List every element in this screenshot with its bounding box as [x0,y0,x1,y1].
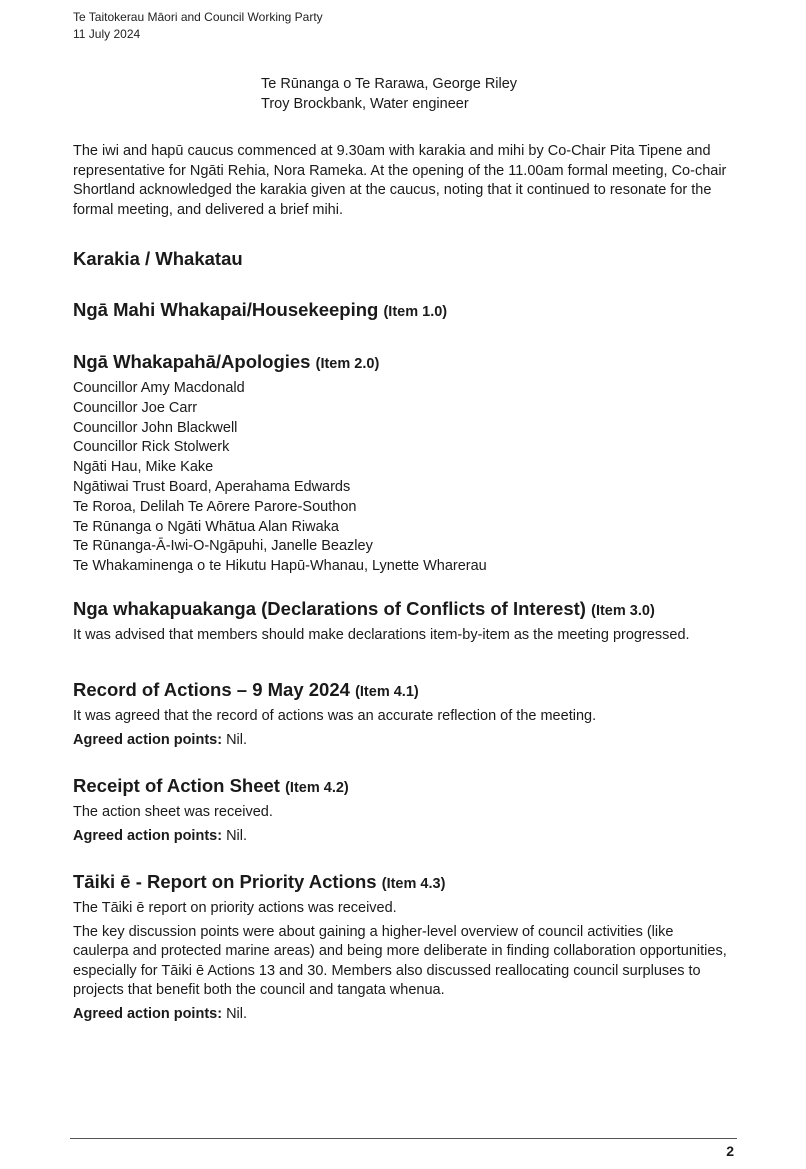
declarations-text: It was advised that members should make declarations item-by-item as the meeting progressed. [73,626,690,643]
apologies-title: Ngā Whakapahā/Apologies [73,351,311,372]
taiki-item: (Item 4.3) [381,876,446,893]
taiki-action-points [73,1005,733,1025]
action-points-value: Nil. [222,1005,248,1022]
meeting-name: Te Taitokerau Māori and Council Working Party [73,10,323,24]
receipt-heading [73,774,733,800]
list-item: Councillor Amy Macdonald [73,380,245,396]
apologies-list [73,379,733,577]
record-heading [73,678,733,704]
receipt-text: The action sheet was received. [73,804,273,821]
apologies-heading [73,350,733,376]
apologies-item: (Item 2.0) [315,356,380,372]
attendee-list [261,74,517,114]
attendee: Troy Brockbank, Water engineer [261,96,469,112]
receipt-title: Receipt of Action Sheet [73,775,280,797]
page-number: 2 [726,1143,734,1159]
action-points-label: Agreed action points: [73,827,223,844]
minutes-body [73,142,733,1024]
housekeeping-title: Ngā Mahi Whakapai/Housekeeping [73,299,379,320]
list-item: Te Roroa, Delilah Te Aōrere Parore-Southon [73,498,357,515]
list-item: Councillor Rick Stolwerk [73,439,230,456]
list-item: Councillor Joe Carr [73,399,198,416]
meeting-date: 11 July 2024 [73,27,141,41]
list-item: Ngātiwai Trust Board, Aperahama Edwards [73,478,351,495]
action-points-label: Agreed action points: [73,1005,223,1022]
attendee: Te Rūnanga o Te Rarawa, George Riley [261,76,518,92]
taiki-heading [73,870,733,896]
list-item: Councillor John Blackwell [73,419,238,436]
karakia-heading [73,247,733,271]
footer-divider [70,1138,737,1139]
record-action-points [73,731,733,751]
list-item: Ngāti Hau, Mike Kake [73,459,214,476]
receipt-item: (Item 4.2) [285,780,349,797]
declarations-heading [73,597,733,623]
page-header [73,9,323,43]
taiki-text-discussion: The key discussion points were about gaining a higher-level overview of council activities (like caulerpa and protected marine areas) and being more deliberate in finding collaboration opportunities, especially for Tāiki ē Actions 13 and 30. Members also discussed reallocating council surpluses to projects that benefit both the council and tangata whenua. [73,923,727,999]
taiki-title: Tāiki ē - Report on Priority Actions [73,871,377,893]
action-points-value: Nil. [222,731,248,748]
record-item: (Item 4.1) [355,684,419,701]
action-points-value: Nil. [222,827,248,844]
declarations-item: (Item 3.0) [591,602,655,619]
list-item: Te Whakaminenga o te Hikutu Hapū-Whanau, Lynette Wharerau [73,558,487,575]
housekeeping-item: (Item 1.0) [383,304,448,320]
karakia-title: Karakia / Whakatau [73,248,243,269]
receipt-action-points [73,827,733,847]
action-points-label: Agreed action points: [73,731,223,748]
housekeeping-heading [73,298,733,324]
list-item: Te Rūnanga o Ngāti Whātua Alan Riwaka [73,518,339,535]
list-item: Te Rūnanga-Ā-Iwi-O-Ngāpuhi, Janelle Beazley [73,538,373,555]
declarations-title: Nga whakapuakanga (Declarations of Conflicts of Interest) [73,597,586,619]
taiki-text-received: The Tāiki ē report on priority actions was received. [73,900,397,917]
record-text: It was agreed that the record of actions was an accurate reflection of the meeting. [73,708,597,725]
record-title: Record of Actions – 9 May 2024 [73,679,350,701]
intro-paragraph: The iwi and hapū caucus commenced at 9.30am with karakia and mihi by Co-Chair Pita Tipene and representative for Ngāti Rehia, Nora Rameka. At the opening of the 11.00am formal meeting, Co-chair Shortland acknowledged the karakia given at the caucus, noting that it continued to resonate for the formal meeting, and delivered a brief mihi. [73,143,727,218]
